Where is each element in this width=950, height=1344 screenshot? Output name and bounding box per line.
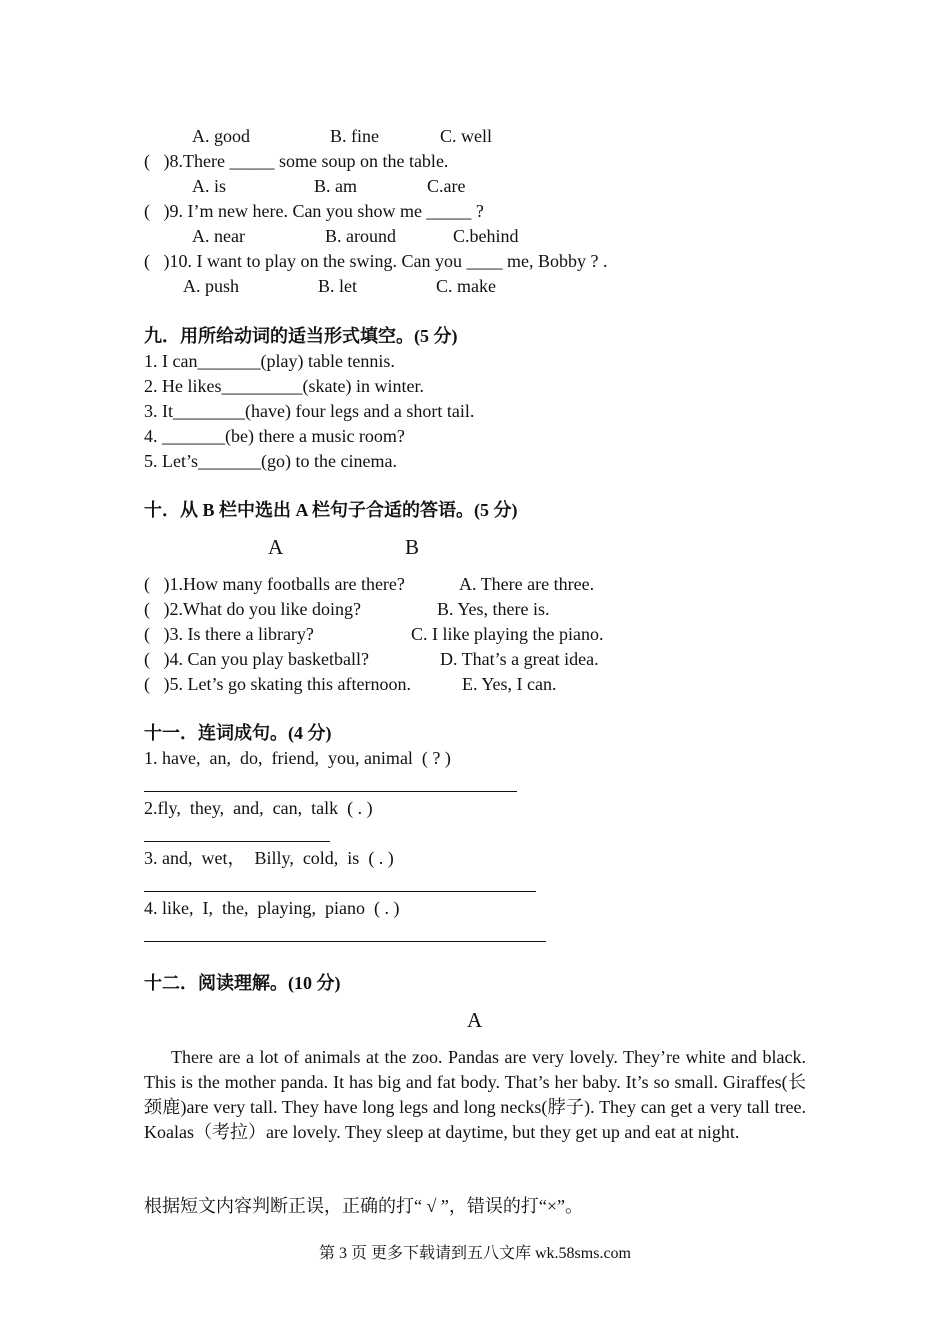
q7-option-a: A. good (192, 126, 250, 146)
question-9: ( )9. I’m new here. Can you show me _____ ? (144, 201, 484, 221)
passage-title: A (467, 1008, 483, 1032)
section-9-item: 1. I can_______(play) table tennis. (144, 351, 395, 371)
section-9-item: 5. Let’s_______(go) to the cinema. (144, 451, 397, 471)
match-answer: E. Yes, I can. (462, 674, 557, 694)
word-order-item: 2.fly, they, and, can, talk ( . ) (144, 798, 373, 818)
section-11-heading: 十一．连词成句。(4 分) (144, 723, 332, 743)
question-10: ( )10. I want to play on the swing. Can you ____ me, Bobby ? . (144, 251, 608, 271)
q9-option-b: B. around (325, 226, 396, 246)
match-question: ( )1.How many footballs are there? (144, 574, 405, 594)
word-order-item: 1. have, an, do, friend, you, animal ( ? ) (144, 748, 451, 768)
answer-line (144, 841, 330, 842)
section-9-heading: 九．用所给动词的适当形式填空。(5 分) (144, 326, 458, 346)
question-8: ( )8.There _____ some soup on the table. (144, 151, 449, 171)
q10-option-a: A. push (183, 276, 240, 296)
match-answer: A. There are three. (459, 574, 595, 594)
answer-line (144, 791, 517, 792)
match-answer: D. That’s a great idea. (440, 649, 599, 669)
page-footer: 第 3 页 更多下载请到五八文库 wk.58sms.com (318, 1245, 631, 1262)
answer-line (144, 891, 536, 892)
column-a-header: A (268, 535, 284, 559)
word-order-item: 4. like, I, the, playing, piano ( . ) (144, 898, 400, 918)
q8-option-c: C.are (427, 176, 466, 196)
q8-option-a: A. is (192, 176, 227, 196)
match-question: ( )5. Let’s go skating this afternoon. (144, 674, 411, 694)
match-answer: B. Yes, there is. (437, 599, 550, 619)
section-9-item: 3. It________(have) four legs and a short tail. (144, 401, 475, 421)
q8-option-b: B. am (314, 176, 357, 196)
section-10-heading: 十．从 B 栏中选出 A 栏句子合适的答语。(5 分) (144, 500, 518, 520)
answer-line (144, 941, 546, 942)
q9-option-a: A. near (192, 226, 245, 246)
match-question: ( )2.What do you like doing? (144, 599, 361, 619)
match-question: ( )4. Can you play basketball? (144, 649, 369, 669)
match-answer: C. I like playing the piano. (411, 624, 604, 644)
q10-option-c: C. make (436, 276, 496, 296)
section-9-item: 2. He likes_________(skate) in winter. (144, 376, 424, 396)
section-9-item: 4. _______(be) there a music room? (144, 426, 405, 446)
word-order-item: 3. and, wet， Billy, cold, is ( . ) (144, 848, 394, 868)
column-b-header: B (405, 535, 420, 559)
q7-option-b: B. fine (330, 126, 379, 146)
reading-passage: There are a lot of animals at the zoo. Pandas are very lovely. They’re white and black. This is the mother panda. It has big and fat body. That’s her baby. It’s so small. Giraffes(长颈鹿)are very tall. They have long legs and long necks(脖子). They can get a very tall tree. Koalas（考拉）are lovely. They sleep at daytime, but they get up and eat at night. (144, 1047, 806, 1142)
match-question: ( )3. Is there a library? (144, 624, 314, 644)
section-12-heading: 十二．阅读理解。(10 分) (144, 973, 341, 993)
q7-option-c: C. well (440, 126, 492, 146)
q9-option-c: C.behind (453, 226, 519, 246)
reading-instruction: 根据短文内容判断正误，正确的打“ √ ”，错误的打“×”。 (144, 1196, 583, 1216)
q10-option-b: B. let (318, 276, 357, 296)
